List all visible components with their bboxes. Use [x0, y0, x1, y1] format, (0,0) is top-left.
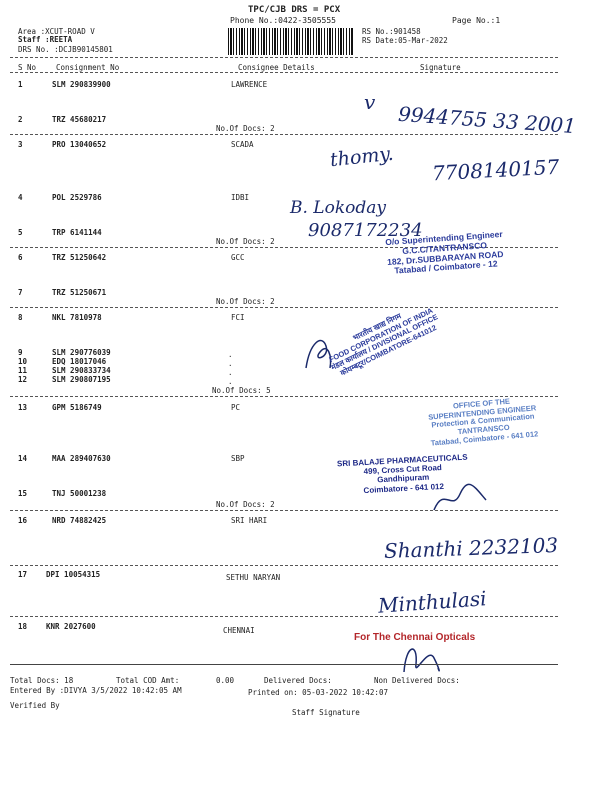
- row-consignment: TNJ 50001238: [52, 489, 107, 498]
- row-consignment: EDQ 18017046: [52, 357, 107, 366]
- row-consignee: IDBI: [231, 193, 250, 202]
- row-consignee: CHENNAI: [223, 626, 255, 635]
- row-sno: 1: [18, 80, 23, 89]
- row-consignment: SLM 290807195: [52, 375, 111, 384]
- row-consignment: GPM 5186749: [52, 403, 102, 412]
- row-sno: 16: [18, 516, 28, 525]
- phone-number: Phone No.:0422-3505555: [230, 16, 336, 25]
- row-consignment: SLM 290833734: [52, 366, 111, 375]
- total-cod-amount: 0.00: [216, 676, 235, 685]
- footer-rule: [10, 664, 558, 665]
- row-consignment: MAA 289407630: [52, 454, 111, 463]
- phone-row-3: 7708140157: [431, 154, 560, 186]
- row-sno: 5: [18, 228, 23, 237]
- row-rule: [10, 134, 558, 135]
- row-sno: 10: [18, 357, 28, 366]
- signature-row-18-scribble: [398, 638, 444, 680]
- row-sno: 6: [18, 253, 23, 262]
- signature-row-1: v: [364, 90, 376, 114]
- row-consignee: SRI HARI: [231, 516, 268, 525]
- drs-number: DRS No. :DCJB90145801: [18, 45, 113, 54]
- column-header-rule: [10, 72, 558, 73]
- rs-date: RS Date:05-Mar-2022: [362, 36, 448, 45]
- row-consignment: TRZ 51250671: [52, 288, 107, 297]
- row-rule: [10, 565, 558, 566]
- row-consignment: TRZ 45680217: [52, 115, 107, 124]
- staff: Staff :REETA: [18, 35, 73, 44]
- row-sno: 9: [18, 348, 23, 357]
- stamp-balaje-text: SRI BALAJE PHARMACEUTICALS 499, Cross Cut Road Gandhipuram Coimbatore - 641 012: [336, 452, 468, 495]
- row-docs: No.Of Docs: 2: [216, 124, 275, 133]
- row-sno: 13: [18, 403, 28, 412]
- row-docs: No.Of Docs: 2: [216, 500, 275, 509]
- row-consignee: GCC: [231, 253, 245, 262]
- barcode: [228, 28, 354, 55]
- signature-row-4: B. Lokoday: [290, 198, 386, 218]
- printed-on: Printed on: 05-03-2022 10:42:07: [248, 688, 388, 697]
- row-docs: No.Of Docs: 5: [212, 386, 271, 395]
- stamp-balaje-pharma: [327, 452, 479, 497]
- signature-row-3: thomy.: [329, 142, 395, 172]
- signature-row-16: Shanthi 2232103: [383, 532, 559, 564]
- row-consignee: PC: [231, 403, 241, 412]
- row-consignee: SETHU NARYAN: [226, 573, 281, 582]
- row-sno: 15: [18, 489, 28, 498]
- column-signature: Signature: [420, 63, 461, 72]
- phone-row-5: 9087172234: [308, 220, 423, 241]
- row-consignment: TRP 6141144: [52, 228, 102, 237]
- signature-row-2: 9944755 33 2001: [397, 101, 577, 139]
- total-cod-label: Total COD Amt:: [116, 676, 180, 685]
- area: Area :XCUT-ROAD V: [18, 27, 95, 36]
- column-consignee: Consignee Details: [238, 63, 315, 72]
- row-sno: 11: [18, 366, 28, 375]
- stamp-tantransco-pc-text: OFFICE OF THE SUPERINTENDING ENGINEER Protection & Communication TANTRANSCO Tatabad, Coimbatore - 641 012: [427, 396, 539, 448]
- stamp-chennai-opticals: For The Chennai Opticals: [354, 632, 476, 643]
- row-consignment: NRD 74882425: [52, 516, 107, 525]
- row-consignment: NKL 7810978: [52, 313, 102, 322]
- row-sno: 17: [18, 570, 28, 579]
- row-sno: 12: [18, 375, 28, 384]
- row-sno: 4: [18, 193, 23, 202]
- header-rule: [10, 57, 558, 58]
- stamp-tantransco-gcc-text: O/o Superintending Engineer G.C.C/TANTRANSCO 182, Dr.SUBBARAYAN ROAD Tatabad / Coimbatore - 12: [384, 228, 504, 276]
- row-consignee: FCI: [231, 313, 245, 322]
- stamp-fci-text: भारतीय खाद्य निगम FOOD CORPORATION OF INDIA मंडल कार्यालय / DIVISIONAL OFFICE कोयम्बटूर/COIMBATORE-641012: [327, 305, 440, 378]
- row-sno: 8: [18, 313, 23, 322]
- column-consignment: Consignment No: [56, 63, 120, 72]
- row-consignee: SBP: [231, 454, 245, 463]
- row-consignment: SLM 290776039: [52, 348, 111, 357]
- row-consignment: KNR 2027600: [46, 622, 96, 631]
- row-sno: 2: [18, 115, 23, 124]
- stamp-tantransco-pc: [396, 393, 569, 451]
- row-consignee: LAWRENCE: [231, 80, 268, 89]
- row-sno: 3: [18, 140, 23, 149]
- document-title: TPC/CJB DRS = PCX: [248, 5, 341, 15]
- column-sno: S No: [18, 63, 37, 72]
- row-rule: [10, 616, 558, 617]
- row-consignment: POL 2529786: [52, 193, 102, 202]
- row-docs: No.Of Docs: 2: [216, 297, 275, 306]
- row-sno: 14: [18, 454, 28, 463]
- row-dots: . . . .: [228, 350, 233, 386]
- non-delivered-docs: Non Delivered Docs:: [374, 676, 460, 685]
- row-rule: [10, 307, 558, 308]
- row-sno: 18: [18, 622, 28, 631]
- row-consignment: TRZ 51250642: [52, 253, 107, 262]
- row-rule: [10, 396, 558, 397]
- delivered-docs: Delivered Docs:: [264, 676, 332, 685]
- row-consignee: SCADA: [231, 140, 254, 149]
- row-docs: No.Of Docs: 2: [216, 237, 275, 246]
- signature-row-17: Minthulasi: [377, 586, 488, 618]
- row-consignment: DPI 10054315: [46, 570, 101, 579]
- page-number: Page No.:1: [452, 16, 501, 25]
- row-sno: 7: [18, 288, 23, 297]
- verified-by: Verified By: [10, 701, 60, 710]
- row-consignment: PRO 13040652: [52, 140, 107, 149]
- total-docs: Total Docs: 18: [10, 676, 74, 685]
- staff-signature: Staff Signature: [292, 708, 360, 717]
- rs-number: RS No.:901458: [362, 27, 421, 36]
- entered-by: Entered By :DIVYA 3/5/2022 10:42:05 AM: [10, 686, 182, 695]
- row-consignment: SLM 290839900: [52, 80, 111, 89]
